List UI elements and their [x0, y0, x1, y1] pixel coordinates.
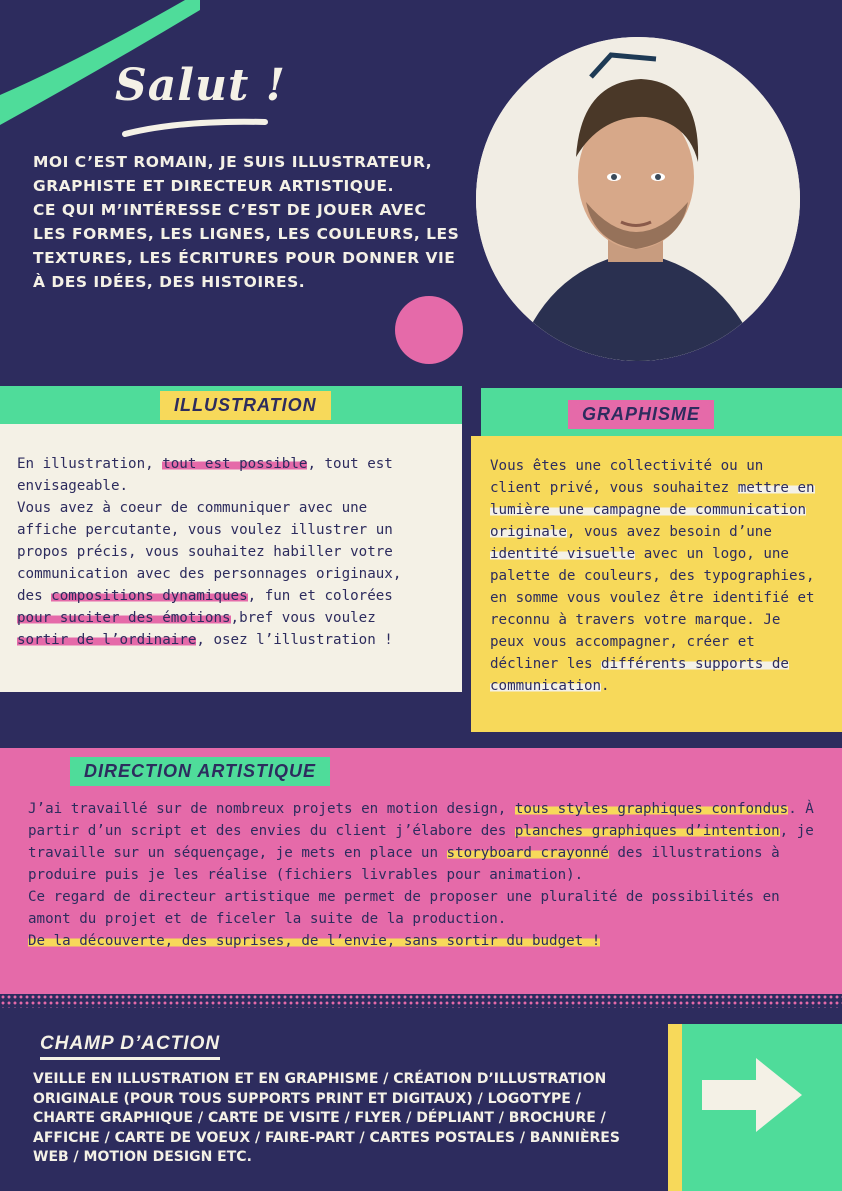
portrait-avatar	[476, 37, 800, 361]
champ-line: AFFICHE / CARTE DE VOEUX / FAIRE-PART / CARTES POSTALES / BANNIÈRES	[33, 1129, 620, 1146]
direction-dotted-border	[0, 994, 842, 1008]
graphisme-tag: GRAPHISME	[568, 400, 714, 429]
intro-line: MOI C’EST ROMAIN, JE SUIS ILLUSTRATEUR,	[33, 153, 433, 171]
portrait-illustration	[476, 37, 800, 361]
graphisme-text: Vous êtes une collectivité ou un client privé, vous souhaitez mettre en lumière une campagne de communication originale, vous avez besoin d’une identité visuelle avec un logo, une palette de couleurs, des typographies, en somme vous voulez être identifié et reconnu à travers votre marque. Je peux vous accompagner, créer et décliner les différents supports de communication.	[490, 458, 815, 694]
intro-text	[33, 150, 463, 294]
direction-tag: DIRECTION ARTISTIQUE	[70, 757, 330, 786]
greeting-title: Salut !	[115, 60, 286, 111]
champ-line: CHARTE GRAPHIQUE / CARTE DE VISITE / FLYER / DÉPLIANT / BROCHURE /	[33, 1110, 606, 1126]
intro-line: À DES IDÉES, DES HISTOIRES.	[33, 273, 306, 291]
intro-line: TEXTURES, LES ÉCRITURES POUR DONNER VIE	[33, 249, 456, 267]
arrow-right-icon	[700, 1056, 804, 1134]
intro-line: CE QUI M’INTÉRESSE C’EST DE JOUER AVEC	[33, 201, 427, 219]
illustration-text: En illustration, tout est possible, tout est envisageable. Vous avez à coeur de communiquer avec une affiche percutante, vous voulez illustrer un propos précis, vous souhaitez habiller votre communication avec des personnages originaux, des compositions dynamiques, fun et colorées pour suciter des émotions,bref vous voulez sortir de l’ordinaire, osez l’illustration !	[17, 456, 402, 648]
champ-title: CHAMP D’ACTION	[40, 1033, 220, 1060]
champ-line: ORIGINALE (POUR TOUS SUPPORTS PRINT ET DIGITAUX) / LOGOTYPE /	[33, 1090, 581, 1107]
champ-line: WEB / MOTION DESIGN ETC.	[33, 1149, 252, 1165]
illustration-tag: ILLUSTRATION	[160, 391, 331, 420]
intro-line: LES FORMES, LES LIGNES, LES COULEURS, LES	[33, 225, 460, 243]
champ-list	[33, 1070, 663, 1168]
pink-circle-decoration	[395, 296, 463, 364]
direction-text: J’ai travaillé sur de nombreux projets en motion design, tous styles graphiques confondus. À partir d’un script et des envies du client j’élabore des planches graphiques d’intention, je travaille sur un séquençage, je mets en place un storyboard crayonné des illustrations à produire puis je les réalise (fichiers livrables pour animation). Ce regard de directeur artistique me permet de proposer une pluralité de possibilités en amont du projet et de ficeler la suite de la production. De la découverte, des suprises, de l’envie, sans sortir du budget !	[28, 801, 814, 949]
greeting-underline	[120, 112, 270, 142]
champ-line: VEILLE EN ILLUSTRATION ET EN GRAPHISME / CRÉATION D’ILLUSTRATION	[33, 1071, 607, 1087]
intro-line: GRAPHISTE ET DIRECTEUR ARTISTIQUE.	[33, 177, 394, 195]
